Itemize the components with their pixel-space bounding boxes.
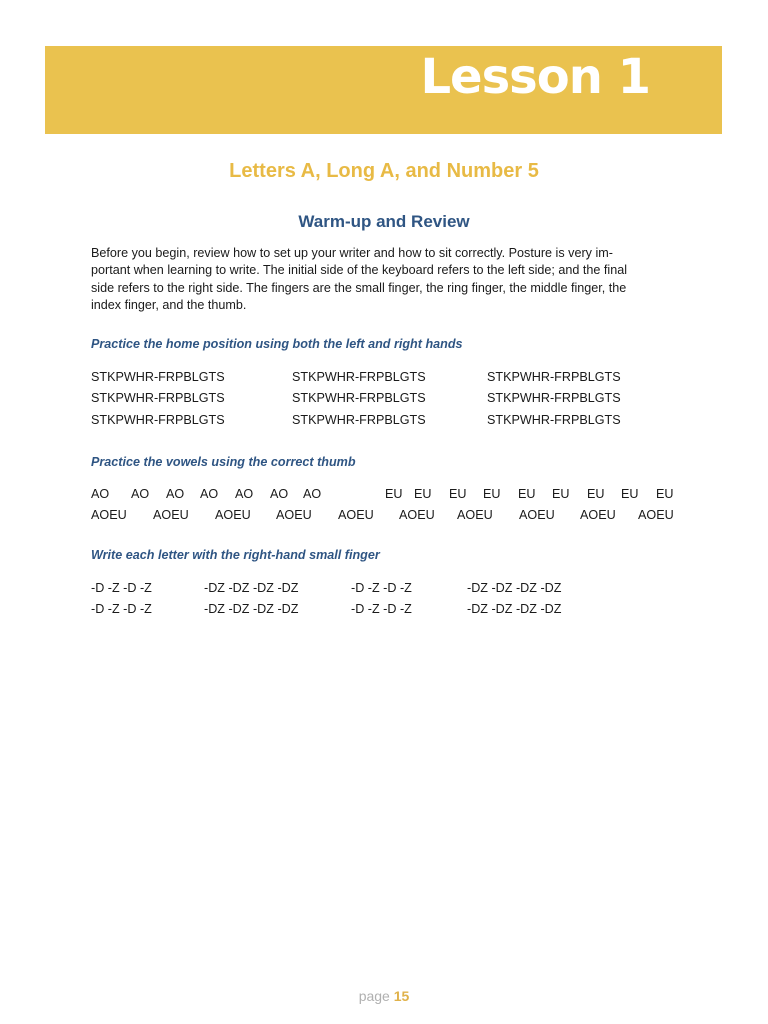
vowel-cell: EU [414,487,432,501]
drill-cell: STKPWHR-FRPBLGTS [487,391,621,405]
vowel-cell: AOEU [519,508,555,522]
drill-cell: -D -Z -D -Z [91,581,152,595]
drill-cell: STKPWHR-FRPBLGTS [91,370,225,384]
vowel-cell: AOEU [276,508,312,522]
vowel-cell: EU [385,487,403,501]
drill-cell: -DZ -DZ -DZ -DZ [204,602,299,616]
vowel-cell: EU [449,487,467,501]
intro-line: index finger, and the thumb. [91,298,247,313]
page-number [0,988,768,1004]
lesson-banner [45,46,722,134]
drill-cell: -D -Z -D -Z [351,602,412,616]
drill-cell: STKPWHR-FRPBLGTS [487,413,621,427]
small-finger-prompt: Write each letter with the right-hand small finger [91,548,380,562]
intro-line: portant when learning to write. The initial side of the keyboard refers to the left side; and the final [91,263,628,278]
vowel-cell: AOEU [457,508,493,522]
vowel-cell: AO [91,487,110,501]
vowel-cell: EU [587,487,605,501]
lesson-title: Lesson 1 [420,49,650,105]
lesson-subtitle: Letters A, Long A, and Number 5 [229,160,539,182]
drill-cell: STKPWHR-FRPBLGTS [292,413,426,427]
page-number-value: 15 [393,988,410,1004]
drill-cell: -DZ -DZ -DZ -DZ [204,581,299,595]
vowel-cell: EU [621,487,639,501]
vowel-cell: EU [656,487,674,501]
drill-cell: STKPWHR-FRPBLGTS [91,391,225,405]
intro-paragraph [91,245,681,315]
drill-cell: STKPWHR-FRPBLGTS [292,391,426,405]
vowel-cell: AO [270,487,289,501]
vowel-cell: AOEU [91,508,127,522]
vowel-cell: AO [303,487,322,501]
drill-cell: -D -Z -D -Z [91,602,152,616]
vowel-cell: AO [235,487,254,501]
vowel-cell: AO [166,487,185,501]
page-label: page [358,988,390,1004]
vowel-cell: AOEU [153,508,189,522]
vowel-cell: AOEU [638,508,674,522]
vowel-cell: EU [483,487,501,501]
vowel-cell: AO [200,487,219,501]
vowel-cell: AOEU [399,508,435,522]
home-position-prompt: Practice the home position using both the left and right hands [91,337,463,351]
drill-cell: STKPWHR-FRPBLGTS [292,370,426,384]
drill-cell: -D -Z -D -Z [351,581,412,595]
vowel-cell: AOEU [338,508,374,522]
vowels-prompt: Practice the vowels using the correct thumb [91,455,356,469]
drill-cell: -DZ -DZ -DZ -DZ [467,602,562,616]
drill-cell: STKPWHR-FRPBLGTS [487,370,621,384]
vowel-cell: AO [131,487,150,501]
vowel-cell: EU [518,487,536,501]
vowel-cell: AOEU [580,508,616,522]
drill-cell: -DZ -DZ -DZ -DZ [467,581,562,595]
vowel-cell: EU [552,487,570,501]
vowel-cell: AOEU [215,508,251,522]
section-heading: Warm-up and Review [298,212,470,231]
intro-line: Before you begin, review how to set up your writer and how to sit correctly. Posture is very im- [91,246,613,260]
intro-line: side refers to the right side. The fingers are the small finger, the ring finger, the middle finger, the [91,280,627,295]
drill-cell: STKPWHR-FRPBLGTS [91,413,225,427]
